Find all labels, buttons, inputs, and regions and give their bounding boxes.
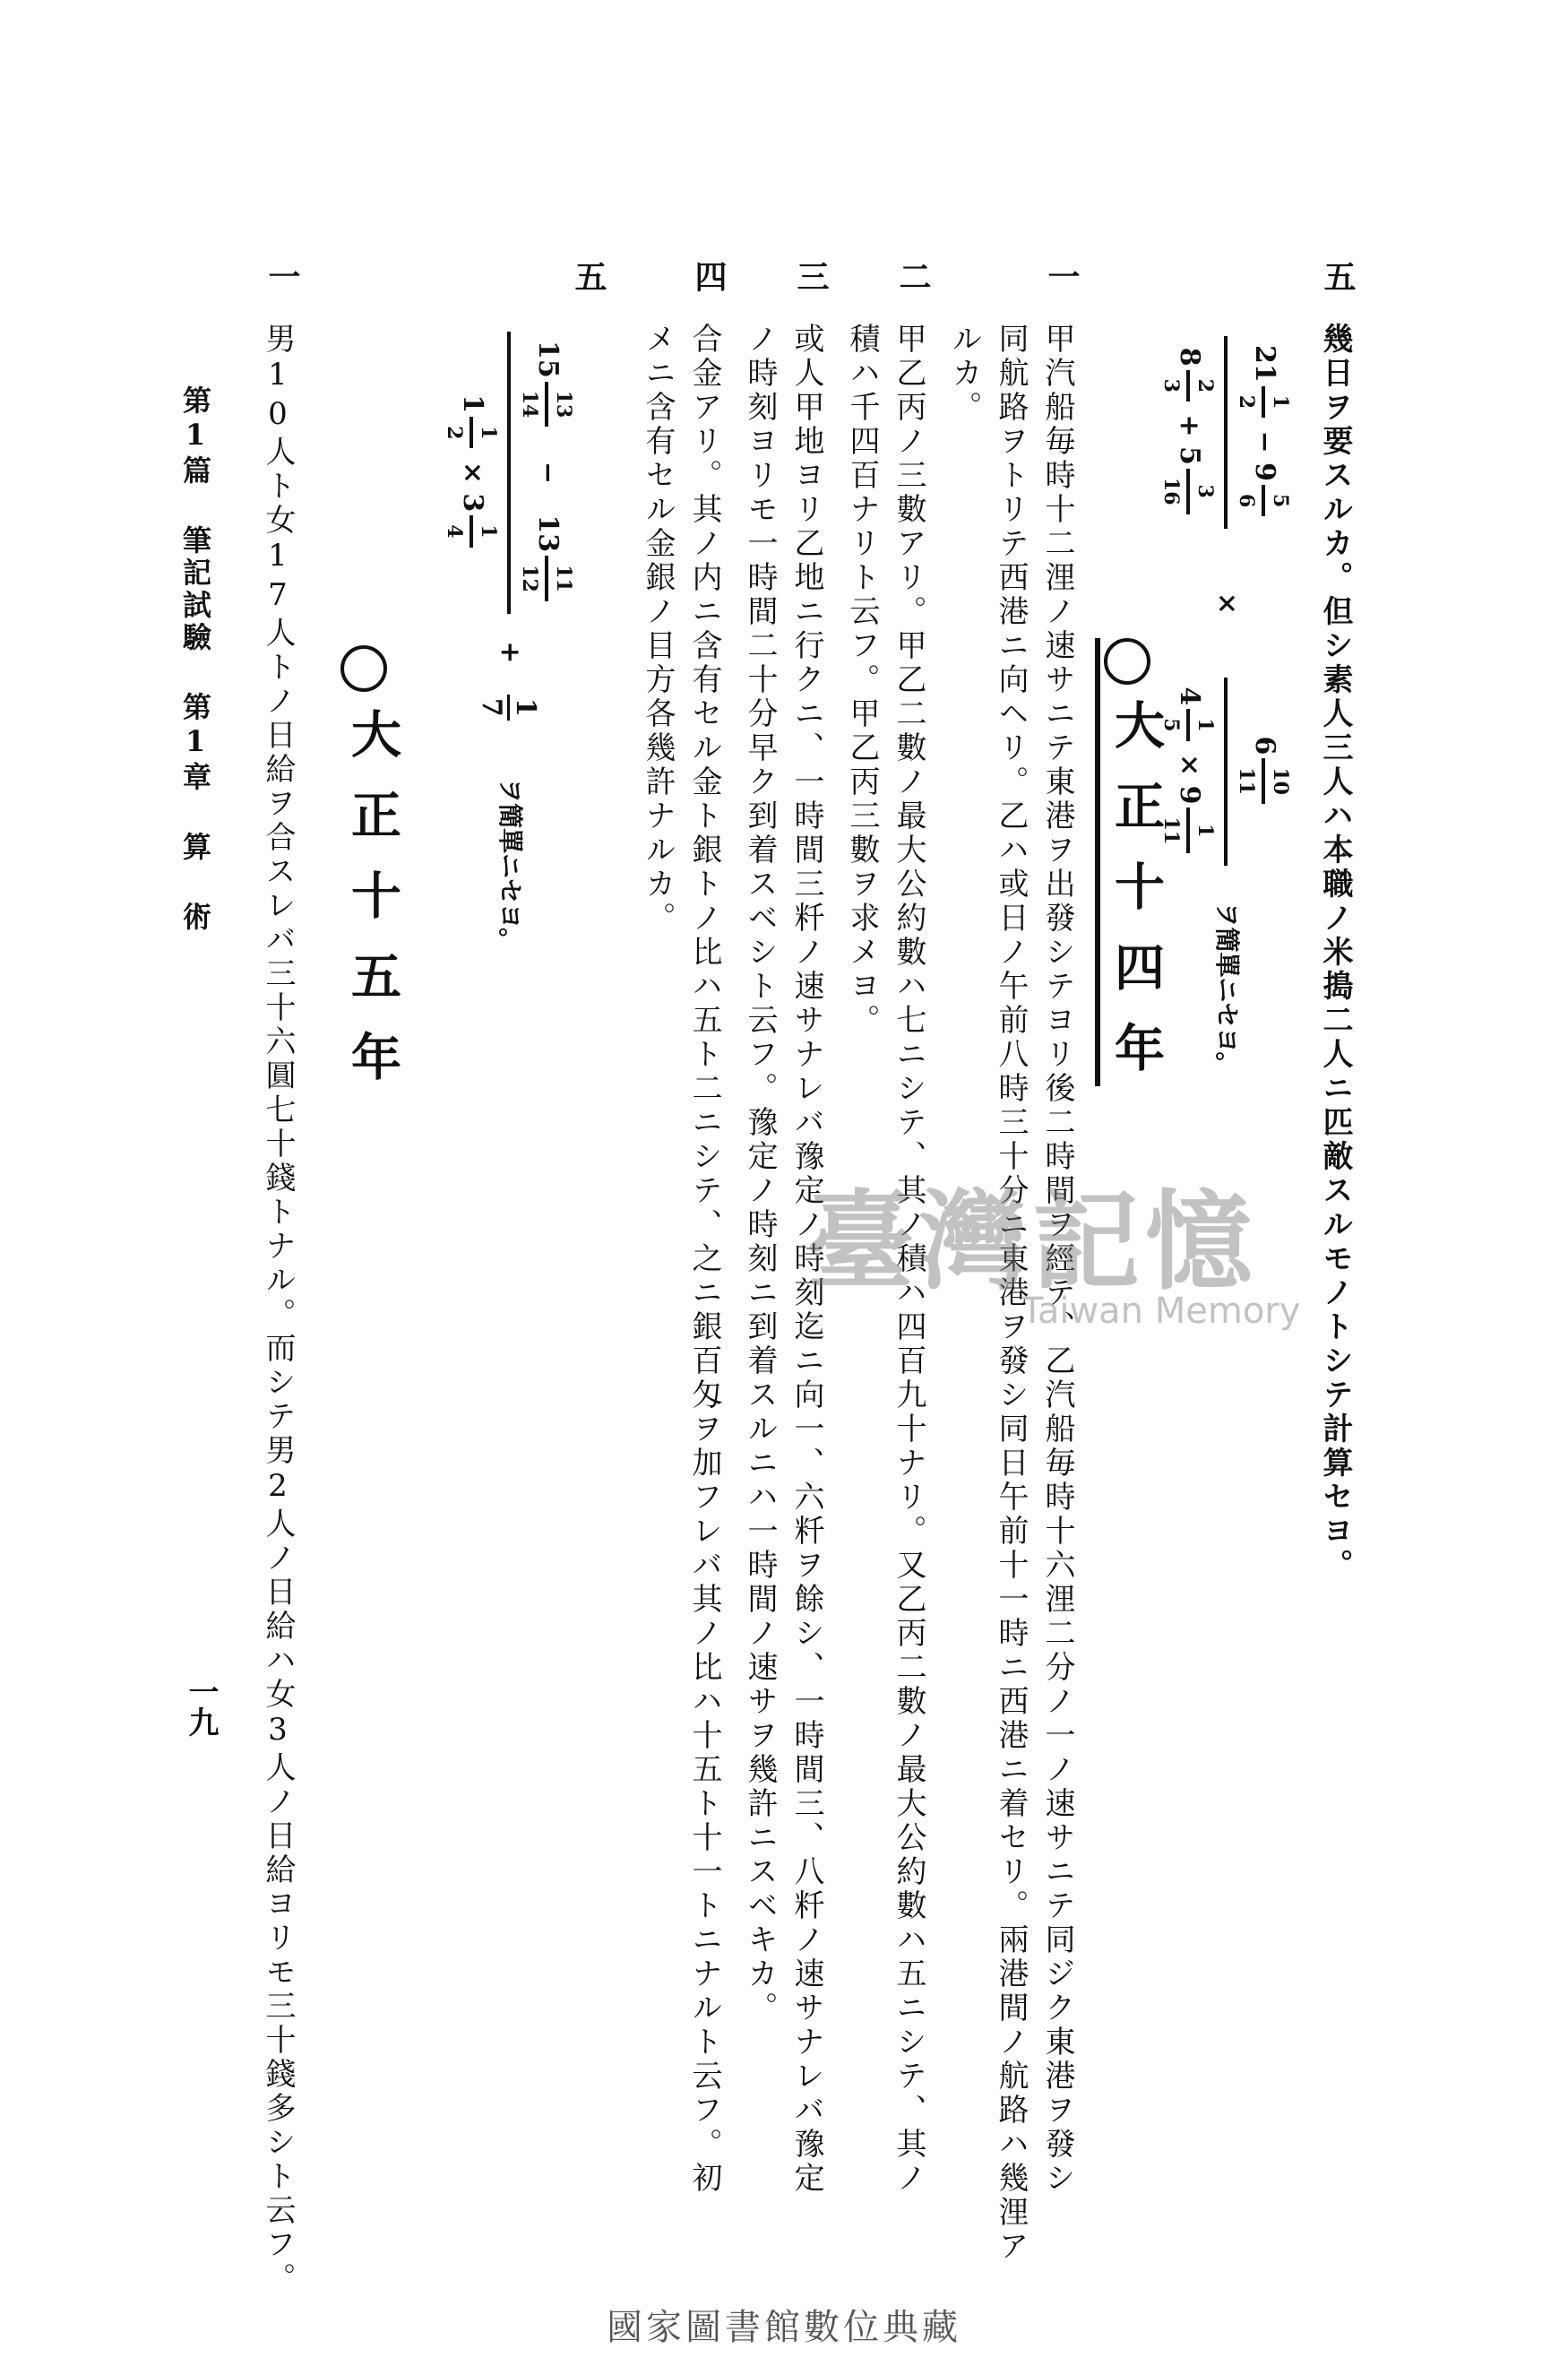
problem-line: 或人甲地ヨリ乙地ニ行クニ、一時間三粁ノ速サナレバ豫定ノ時刻迄ニ向一、六粁ヲ餘シ、一時間三、八粁ノ速サナレバ豫定 [788, 323, 824, 2196]
problem-line: メニ含有セル金銀ノ目方各幾許ナルカ。 [640, 323, 676, 936]
problem-number: 一 [263, 260, 301, 292]
watermark-chinese: 臺灣記憶 [806, 1179, 1258, 1305]
math-expression: 15 13 14 − 13 11 12 1 1 2 × 3 1 4 + 1 7 ヲ簡單ニセヨ。 [435, 332, 582, 953]
problem-line: ノ時刻ヨリモ一時間二十分早ク到着スベシト云フ。豫定ノ時刻ニ到着スルニハ一時間ノ速サヲ幾許ニスベキカ。 [742, 323, 778, 2025]
section-heading: 大正十四年 [1107, 699, 1166, 1102]
problem-line: 甲乙丙ノ三數アリ。甲乙二數ノ最大公約數ハ七ニシテ、其ノ積ハ四百九十ナリ。又乙丙二數ノ最大公約數ハ五ニシテ、其ノ [891, 323, 926, 2196]
problem-line: ルカ。 [946, 323, 982, 425]
running-head: 第1篇 筆記試驗 第1章 算 術 [178, 385, 212, 934]
problem-line: 甲汽船毎時十二浬ノ速サニテ東港ヲ出發シテヨリ後二時間ヲ經テ、乙汽船毎時十六浬二分ノ一ノ速サニテ同ジク東港ヲ發シ [1039, 323, 1075, 2196]
problem-number: 一 [1043, 260, 1081, 292]
problem-line: 男10人ト女17人トノ日給ヲ合スレバ三十六圓七十錢トナル。而シテ男2人ノ日給ハ女3人ノ日給ヨリモ三十錢多シト云フ。 [260, 323, 296, 2296]
watermark-english: Taiwan Memory [1021, 1291, 1301, 1332]
problem-number: 三 [792, 260, 830, 292]
big-fraction: 21 1 2 − 9 5 6 8 2 3 + 5 3 16 [1152, 336, 1299, 529]
heading-rule [1095, 638, 1100, 1086]
problem-number: 四 [690, 260, 728, 292]
section-heading: 大正十五年 [343, 708, 402, 1111]
big-fraction: 6 10 11 4 1 5 × 9 1 11 [1152, 678, 1299, 866]
circle-mark-icon [1104, 638, 1150, 685]
problem-number: 五 [1319, 260, 1357, 292]
problem-line: 積ハ千四百ナリト云フ。甲乙丙三數ヲ求メヨ。 [844, 323, 880, 1038]
problem-number: 五 [570, 260, 607, 292]
problem-line: 同航路ヲトリテ西港ニ向ヘリ。乙ハ或日ノ午前八時三十分ニ東港ヲ發シ同日午前十一時ニ西港ニ着セリ。兩港間ノ航路ハ幾浬ア [993, 323, 1029, 2264]
watermark-logo [806, 1156, 1301, 1362]
problem-number: 二 [894, 260, 932, 292]
big-fraction: 15 13 14 − 13 11 12 1 1 2 × 3 1 4 [435, 332, 582, 614]
circle-mark-icon [340, 645, 387, 692]
math-expression: 21 1 2 − 9 5 6 8 2 3 + 5 3 16 × 6 10 11 4 1 5 × 9 1 11 ヲ簡單ニセヨ。 [1152, 336, 1299, 1076]
page-number: 一九 [183, 1676, 219, 1737]
footer-credit: 國家圖書館數位典藏 [607, 2307, 961, 2348]
problem-line: 合金アリ。其ノ内ニ含有セル金ト銀トノ比ハ五ト二ニシテ、之ニ銀百匁ヲ加フレバ其ノ比ハ十五ト十一トニナルト云フ。初 [686, 323, 722, 2196]
problem-text: 幾日ヲ要スルカ。但シ素人三人ハ本職ノ米搗二人ニ匹敵スルモノトシテ計算セヨ。 [1317, 323, 1353, 1583]
